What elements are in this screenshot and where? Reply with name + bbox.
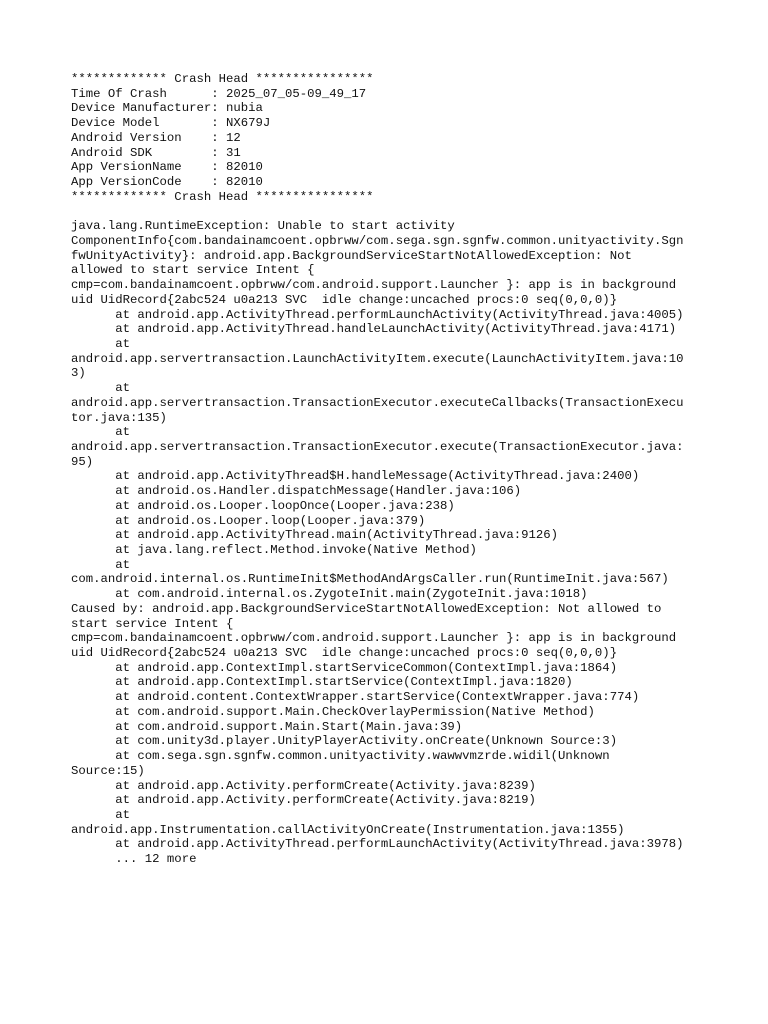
log-line: android.app.Instrumentation.callActivityOnCreate(Instrumentation.java:1355) xyxy=(71,822,625,837)
log-line: at com.sega.sgn.sgnfw.common.unityactivity.wawwvmzrde.widil(Unknown xyxy=(71,749,610,764)
log-line: uid UidRecord{2abc524 u0a213 SVC idle change:uncached procs:0 seq(0,0,0)} xyxy=(71,292,618,307)
log-line: at com.unity3d.player.UnityPlayerActivity.onCreate(Unknown Source:3) xyxy=(71,734,618,749)
log-line: Device Manufacturer: nubia xyxy=(71,101,263,116)
log-line: android.app.servertransaction.LaunchActivityItem.execute(LaunchActivityItem.java:10 xyxy=(71,351,684,366)
log-line: java.lang.RuntimeException: Unable to start activity xyxy=(71,219,455,234)
log-line: at xyxy=(71,425,131,440)
log-line: android.app.servertransaction.TransactionExecutor.execute(TransactionExecutor.java: xyxy=(71,439,684,454)
log-line: ************* Crash Head **************** xyxy=(71,72,374,86)
log-line: at com.android.support.Main.Start(Main.java:39) xyxy=(71,719,463,734)
crash-log-document xyxy=(71,72,711,867)
log-line: android.app.servertransaction.TransactionExecutor.executeCallbacks(TransactionExecu xyxy=(71,395,684,410)
log-line: at com.android.support.Main.CheckOverlayPermission(Native Method) xyxy=(71,704,595,719)
log-line xyxy=(71,204,711,219)
log-line: at com.android.internal.os.ZygoteInit.main(ZygoteInit.java:1018) xyxy=(71,587,588,602)
log-line: App VersionCode : 82010 xyxy=(71,175,263,190)
log-line: at android.content.ContextWrapper.startService(ContextWrapper.java:774) xyxy=(71,690,640,705)
log-line: at android.os.Handler.dispatchMessage(Handler.java:106) xyxy=(71,484,522,499)
log-line: at xyxy=(71,336,131,351)
log-line: allowed to start service Intent { xyxy=(71,263,315,278)
log-line: uid UidRecord{2abc524 u0a213 SVC idle change:uncached procs:0 seq(0,0,0)} xyxy=(71,646,618,661)
log-line: ... 12 more xyxy=(71,852,197,867)
log-line: 95) xyxy=(71,454,94,469)
log-line: at android.app.ActivityThread.handleLaunchActivity(ActivityThread.java:4171) xyxy=(71,322,677,337)
log-line: cmp=com.bandainamcoent.opbrww/com.android.support.Launcher }: app is in background xyxy=(71,631,677,646)
log-line: Source:15) xyxy=(71,763,145,778)
log-line: at android.os.Looper.loopOnce(Looper.java:238) xyxy=(71,498,455,513)
log-line: at android.os.Looper.loop(Looper.java:379) xyxy=(71,513,426,528)
log-line: at android.app.ContextImpl.startService(ContextImpl.java:1820) xyxy=(71,675,573,690)
log-line: at xyxy=(71,807,131,822)
log-line: at java.lang.reflect.Method.invoke(Native Method) xyxy=(71,543,477,557)
log-line: at android.app.ActivityThread.performLaunchActivity(ActivityThread.java:4005) xyxy=(71,307,684,322)
log-line: at android.app.ActivityThread.main(ActivityThread.java:9126) xyxy=(71,528,559,543)
log-line: tor.java:135) xyxy=(71,410,167,425)
log-line: Caused by: android.app.BackgroundServiceStartNotAllowedException: Not allowed to xyxy=(71,601,662,616)
log-line: 3) xyxy=(71,366,86,381)
log-line: at xyxy=(71,381,131,396)
log-line: at android.app.ActivityThread$H.handleMessage(ActivityThread.java:2400) xyxy=(71,469,640,484)
log-line: cmp=com.bandainamcoent.opbrww/com.android.support.Launcher }: app is in background xyxy=(71,278,677,293)
log-line: Device Model : NX679J xyxy=(71,116,271,131)
log-line: ************* Crash Head **************** xyxy=(71,189,374,204)
log-line: fwUnityActivity}: android.app.BackgroundServiceStartNotAllowedException: Not xyxy=(71,248,632,263)
log-line: ComponentInfo{com.bandainamcoent.opbrww/com.sega.sgn.sgnfw.common.unityactivity.Sgn xyxy=(71,233,684,248)
log-line: Time Of Crash : 2025_07_05-09_49_17 xyxy=(71,86,367,101)
log-line: at android.app.Activity.performCreate(Activity.java:8219) xyxy=(71,793,536,808)
log-line: App VersionName : 82010 xyxy=(71,160,263,175)
log-line: at android.app.Activity.performCreate(Activity.java:8239) xyxy=(71,778,536,793)
log-line: start service Intent { xyxy=(71,616,234,631)
log-line: at android.app.ActivityThread.performLaunchActivity(ActivityThread.java:3978) xyxy=(71,837,684,852)
log-line: Android Version : 12 xyxy=(71,130,241,145)
log-line: Android SDK : 31 xyxy=(71,145,241,160)
log-line: com.android.internal.os.RuntimeInit$MethodAndArgsCaller.run(RuntimeInit.java:567) xyxy=(71,572,669,587)
log-line: at android.app.ContextImpl.startServiceCommon(ContextImpl.java:1864) xyxy=(71,660,618,675)
log-line: at xyxy=(71,557,131,572)
